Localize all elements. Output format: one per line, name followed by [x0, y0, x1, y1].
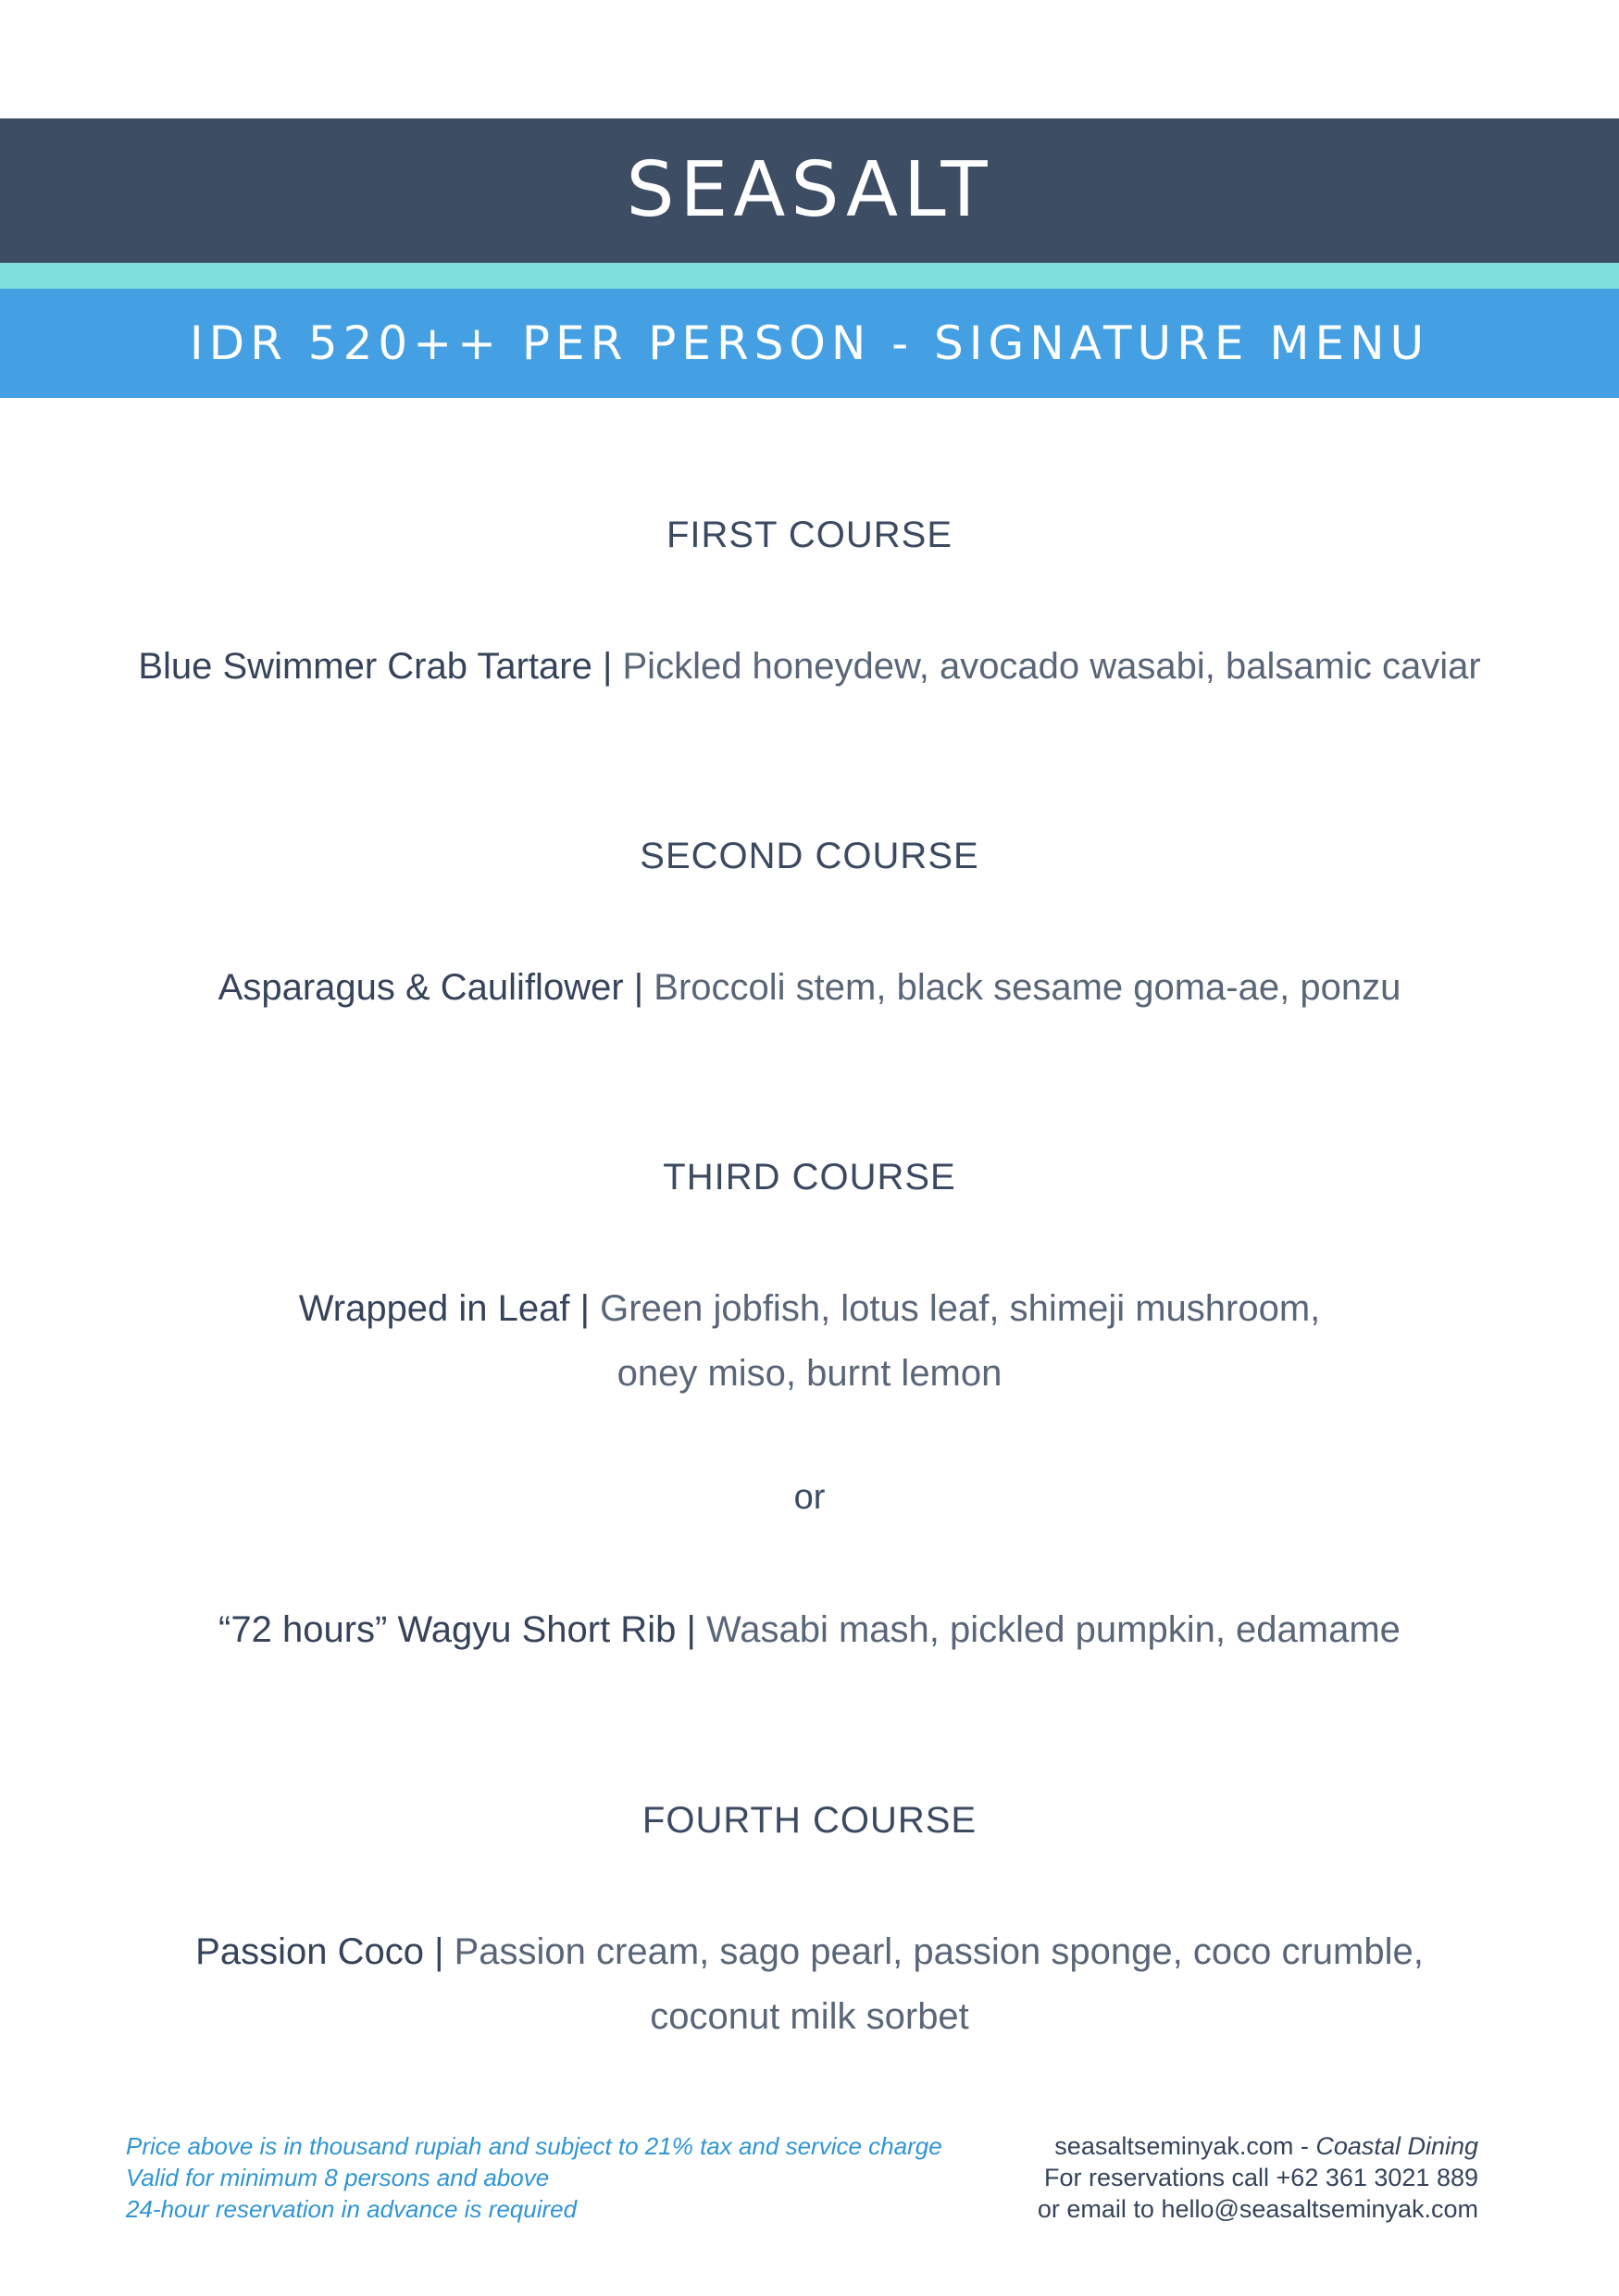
- footer-email[interactable]: or email to hello@seasaltseminyak.com: [1037, 2195, 1478, 2223]
- dish-wrapped-in-leaf-line2: [0, 1341, 1619, 1406]
- dish-description-line2: oney miso, burnt lemon: [616, 1353, 1003, 1394]
- footer-contact: [1038, 2130, 1478, 2225]
- footer-note-price: Price above is in thousand rupiah and subject to 21% tax and service charge: [126, 2132, 942, 2160]
- dish-description: Broccoli stem, black sesame goma-ae, ponzu: [654, 967, 1401, 1008]
- website-separator: -: [1293, 2132, 1316, 2160]
- dish-name: Wrapped in Leaf: [298, 1288, 570, 1329]
- dish-description: Passion cream, sago pearl, passion sponge, coco crumble,: [454, 1931, 1424, 1972]
- footer-website-line: [1038, 2130, 1478, 2162]
- dish-description: Green jobfish, lotus leaf, shimeji mushroom,: [600, 1288, 1321, 1329]
- course-heading-third: THIRD COURSE: [663, 1157, 956, 1198]
- course-heading-fourth: FOURTH COURSE: [641, 1800, 978, 1841]
- website-link[interactable]: seasaltseminyak.com: [1054, 2132, 1294, 2160]
- dish-name: Asparagus & Cauliflower: [218, 967, 624, 1008]
- dish-separator: |: [633, 967, 644, 1008]
- dish-separator: |: [579, 1288, 591, 1329]
- dish-separator: |: [602, 646, 613, 687]
- logo: [0, 118, 1619, 263]
- dish-separator: |: [686, 1609, 696, 1650]
- dish-description-line2: coconut milk sorbet: [650, 1996, 969, 2037]
- dish-description: Wasabi mash, pickled pumpkin, edamame: [705, 1609, 1401, 1650]
- menu-title: IDR 520++ PER PERSON - SIGNATURE MENU: [189, 316, 1430, 370]
- course-heading-second: SECOND COURSE: [640, 836, 979, 876]
- footer-notes: [126, 2130, 942, 2225]
- accent-stripe: [0, 263, 1619, 289]
- dish-name: Passion Coco: [195, 1931, 424, 1972]
- dish-crab-tartare: [0, 634, 1619, 699]
- logo-text: SEASALT: [626, 146, 993, 234]
- course-heading-first: FIRST COURSE: [666, 515, 953, 555]
- dish-passion-coco-line2: [0, 1984, 1619, 2049]
- dish-passion-coco: [0, 1919, 1619, 1984]
- title-band: [0, 289, 1619, 398]
- footer-phone[interactable]: For reservations call +62 361 3021 889: [1043, 2164, 1478, 2191]
- footer-note-minimum: Valid for minimum 8 persons and above: [126, 2164, 550, 2191]
- dish-separator: |: [434, 1931, 444, 1972]
- tagline: Coastal Dining: [1315, 2132, 1478, 2160]
- dish-description: Pickled honeydew, avocado wasabi, balsamic caviar: [622, 646, 1481, 687]
- dish-asparagus: [0, 955, 1619, 1020]
- dish-name: Blue Swimmer Crab Tartare: [138, 646, 592, 687]
- footer-note-reservation: 24-hour reservation in advance is required: [126, 2195, 578, 2223]
- dish-wrapped-in-leaf: [0, 1276, 1619, 1341]
- dish-name: “72 hours” Wagyu Short Rib: [218, 1609, 677, 1650]
- dish-wagyu-short-rib: [0, 1597, 1619, 1662]
- course-divider-or: or: [793, 1478, 826, 1517]
